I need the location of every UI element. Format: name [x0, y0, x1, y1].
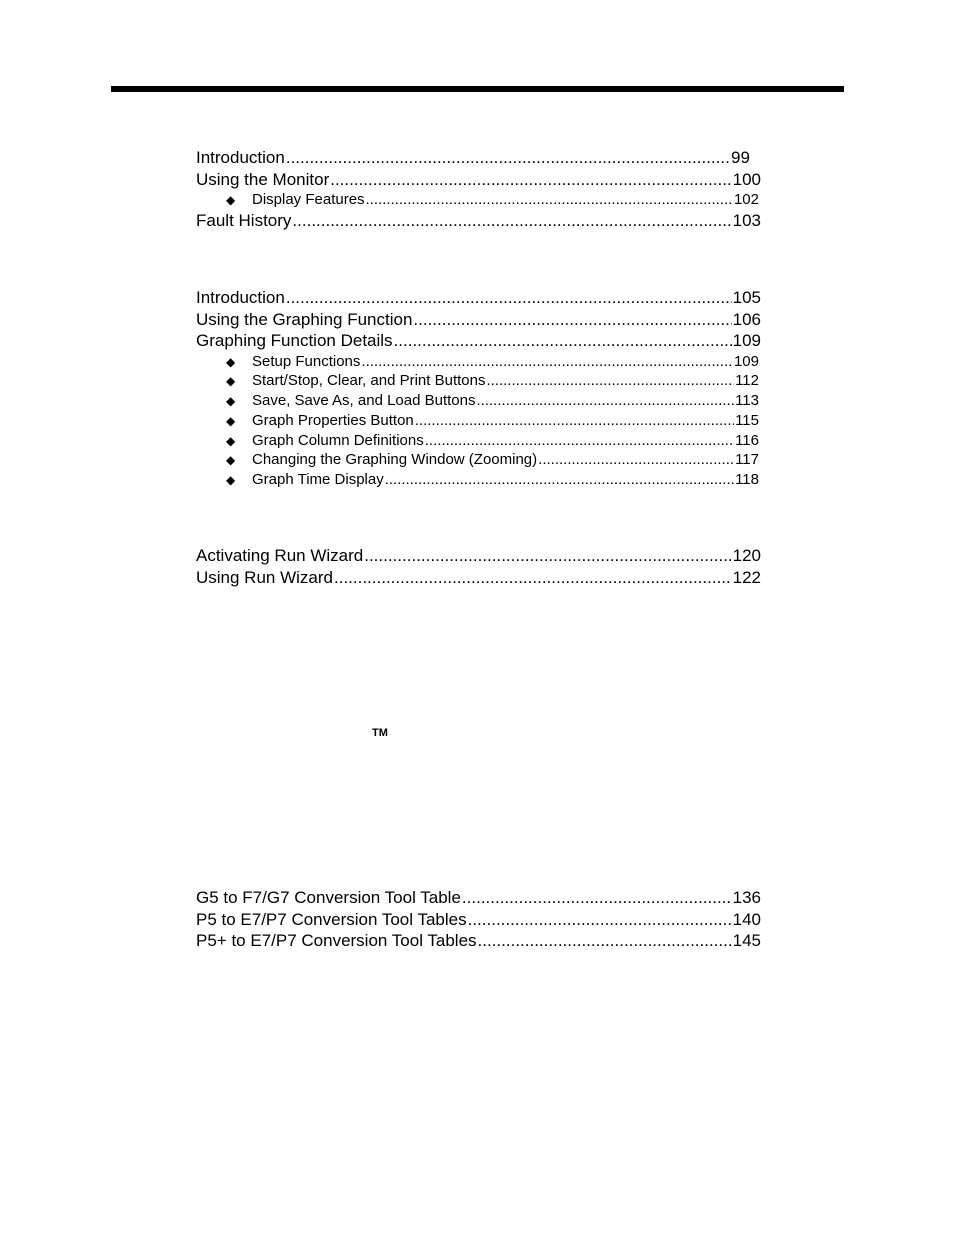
toc-entry-title: P5+ to E7/P7 Conversion Tool Tables — [196, 931, 477, 951]
toc-entry-title: Using Run Wizard — [196, 567, 333, 587]
dot-leader — [366, 190, 733, 210]
toc-subentry-title: Start/Stop, Clear, and Print Buttons — [252, 372, 486, 390]
toc-entry-page: 100 — [732, 169, 761, 189]
dot-leader — [468, 909, 732, 931]
toc-entry[interactable] — [196, 147, 761, 169]
toc-subentry[interactable] — [196, 371, 761, 391]
toc-subentry[interactable] — [196, 470, 761, 490]
toc-subentry-title: Graph Time Display — [252, 470, 384, 488]
dot-leader — [538, 450, 734, 470]
dot-leader — [413, 309, 731, 331]
toc-subentry[interactable] — [196, 391, 761, 411]
toc-subentry[interactable] — [196, 431, 761, 451]
dot-leader — [478, 930, 732, 952]
top-rule — [111, 86, 844, 92]
toc-subentry-page: 116 — [735, 431, 759, 449]
diamond-bullet-icon: ◆ — [226, 413, 236, 428]
toc-entry-page: 106 — [732, 309, 761, 329]
toc-entry[interactable] — [196, 287, 761, 309]
toc-subentry-title: Display Features — [252, 191, 365, 209]
toc-section-4 — [196, 887, 761, 952]
toc-entry[interactable] — [196, 930, 761, 952]
toc-entry-title: Graphing Function Details — [196, 331, 393, 351]
dot-leader — [330, 169, 731, 191]
toc-entry-page: 99 — [731, 148, 750, 167]
toc-entry-page: 109 — [732, 331, 761, 351]
toc-entry[interactable] — [196, 545, 761, 567]
toc-entry-page: 122 — [732, 567, 761, 587]
toc-entry-title: P5 to E7/P7 Conversion Tool Tables — [196, 909, 467, 929]
toc-entry[interactable] — [196, 909, 761, 931]
dot-leader — [394, 330, 732, 352]
diamond-bullet-icon: ◆ — [226, 354, 236, 369]
diamond-bullet-icon: ◆ — [226, 374, 236, 389]
dot-leader — [364, 545, 731, 567]
toc-subentry-title: Changing the Graphing Window (Zooming) — [252, 451, 538, 469]
toc-subentry-page: 109 — [733, 352, 759, 370]
dot-leader — [477, 391, 735, 411]
toc-subentry-page: 112 — [735, 372, 759, 390]
toc-subentry[interactable] — [196, 411, 761, 431]
toc-entry-title: Introduction — [196, 148, 285, 167]
dot-leader — [286, 147, 730, 169]
diamond-bullet-icon: ◆ — [226, 472, 236, 487]
dot-leader — [286, 287, 732, 309]
diamond-bullet-icon: ◆ — [226, 193, 236, 208]
dot-leader — [462, 887, 732, 909]
toc-section-1 — [196, 147, 761, 231]
toc-entry-page: 145 — [732, 931, 761, 951]
toc-section-3 — [196, 545, 761, 588]
toc-entry[interactable] — [196, 330, 761, 352]
toc-entry-title: Activating Run Wizard — [196, 546, 364, 565]
toc-entry-title: Using the Graphing Function — [196, 309, 413, 329]
toc-entry-title: G5 to F7/G7 Conversion Tool Table — [196, 888, 461, 907]
dot-leader — [361, 352, 733, 372]
toc-entry[interactable] — [196, 169, 761, 191]
toc-subentry-title: Graph Column Definitions — [252, 431, 424, 449]
toc-subentry-title: Graph Properties Button — [252, 411, 414, 429]
toc-entry[interactable] — [196, 210, 761, 232]
toc-subentry-page: 117 — [735, 451, 759, 469]
toc-entry-page: 105 — [732, 288, 761, 307]
toc-entry-title: Introduction — [196, 288, 285, 307]
diamond-bullet-icon: ◆ — [226, 453, 236, 468]
toc-subentry-title: Save, Save As, and Load Buttons — [252, 392, 476, 410]
toc-subentry-page: 118 — [735, 470, 759, 488]
dot-leader — [486, 371, 734, 391]
toc-subentry-page: 113 — [735, 392, 759, 410]
toc-entry-page: 103 — [732, 210, 761, 230]
toc-entry-page: 136 — [732, 888, 761, 907]
diamond-bullet-icon: ◆ — [226, 394, 236, 409]
toc-subentry[interactable] — [196, 450, 761, 470]
dot-leader — [385, 470, 734, 490]
toc-entry[interactable] — [196, 567, 761, 589]
dot-leader — [292, 210, 731, 232]
trademark-mark: TM — [372, 727, 388, 739]
toc-subentry[interactable] — [196, 190, 761, 210]
toc-entry[interactable] — [196, 309, 761, 331]
dot-leader — [415, 411, 734, 431]
toc-entry-title: Fault History — [196, 210, 292, 230]
toc-section-2 — [196, 287, 761, 490]
toc-entry-page: 140 — [732, 909, 761, 929]
toc-subentry-page: 115 — [735, 411, 759, 429]
toc-entry-title: Using the Monitor — [196, 169, 330, 189]
toc-subentry[interactable] — [196, 352, 761, 372]
dot-leader — [334, 567, 732, 589]
dot-leader — [425, 431, 734, 451]
toc-entry-page: 120 — [732, 546, 761, 565]
toc-subentry-title: Setup Functions — [252, 352, 361, 370]
toc-entry[interactable] — [196, 887, 761, 909]
toc-subentry-page: 102 — [733, 191, 759, 209]
diamond-bullet-icon: ◆ — [226, 433, 236, 448]
